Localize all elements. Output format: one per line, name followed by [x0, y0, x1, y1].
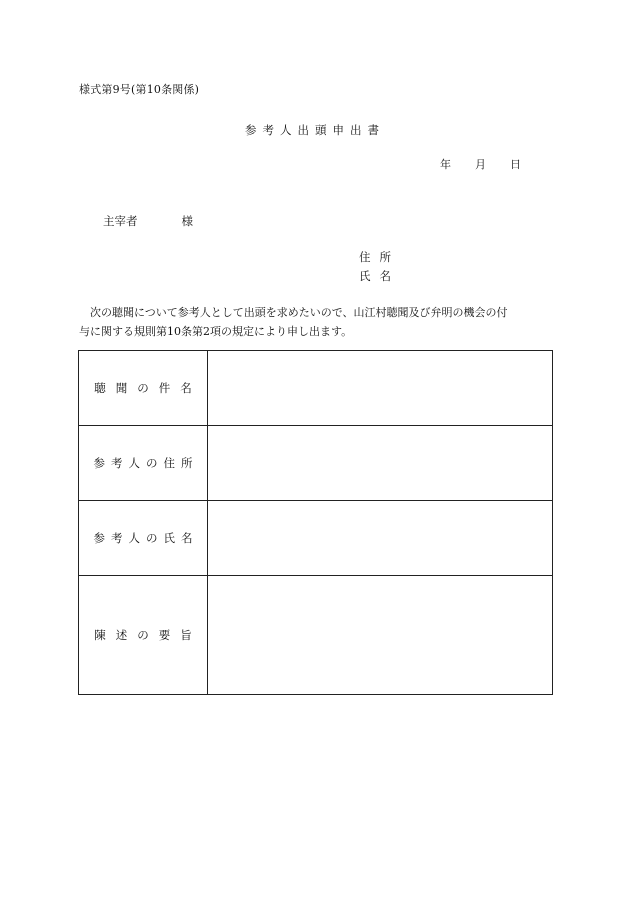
row-label-statement-summary: 陳述の要旨	[79, 576, 208, 695]
row-field-witness-address[interactable]	[208, 426, 553, 501]
table-row	[79, 426, 553, 501]
row-label-hearing-subject: 聴聞の件名	[79, 351, 208, 426]
body-text-line-1: 次の聴聞について参考人として出頭を求めたいので、山江村聴聞及び弁明の機会の付	[90, 306, 508, 319]
body-text	[79, 303, 551, 341]
applicant-address-label: 住所	[359, 250, 400, 264]
date-line	[440, 156, 521, 172]
addressee-honorific: 様	[181, 214, 193, 228]
row-field-statement-summary[interactable]	[208, 576, 553, 695]
date-day-label: 日	[510, 158, 521, 171]
form-number: 様式第9号(第10条関係)	[79, 83, 200, 96]
addressee	[103, 213, 193, 229]
row-label-witness-name: 参考人の氏名	[79, 501, 208, 576]
applicant-name-label: 氏名	[359, 269, 400, 283]
form-table	[78, 350, 553, 695]
row-label-witness-address: 参考人の住所	[79, 426, 208, 501]
table-row	[79, 576, 553, 695]
row-field-witness-name[interactable]	[208, 501, 553, 576]
date-month-label: 月	[475, 158, 486, 171]
body-text-line-2: 与に関する規則第10条第2項の規定により申し出ます。	[79, 325, 353, 338]
applicant-block	[359, 248, 400, 286]
table-row	[79, 351, 553, 426]
row-field-hearing-subject[interactable]	[208, 351, 553, 426]
document-title: 参考人出頭申出書	[245, 123, 385, 137]
date-year-label: 年	[440, 158, 451, 171]
addressee-title: 主宰者	[103, 214, 138, 228]
table-row	[79, 501, 553, 576]
